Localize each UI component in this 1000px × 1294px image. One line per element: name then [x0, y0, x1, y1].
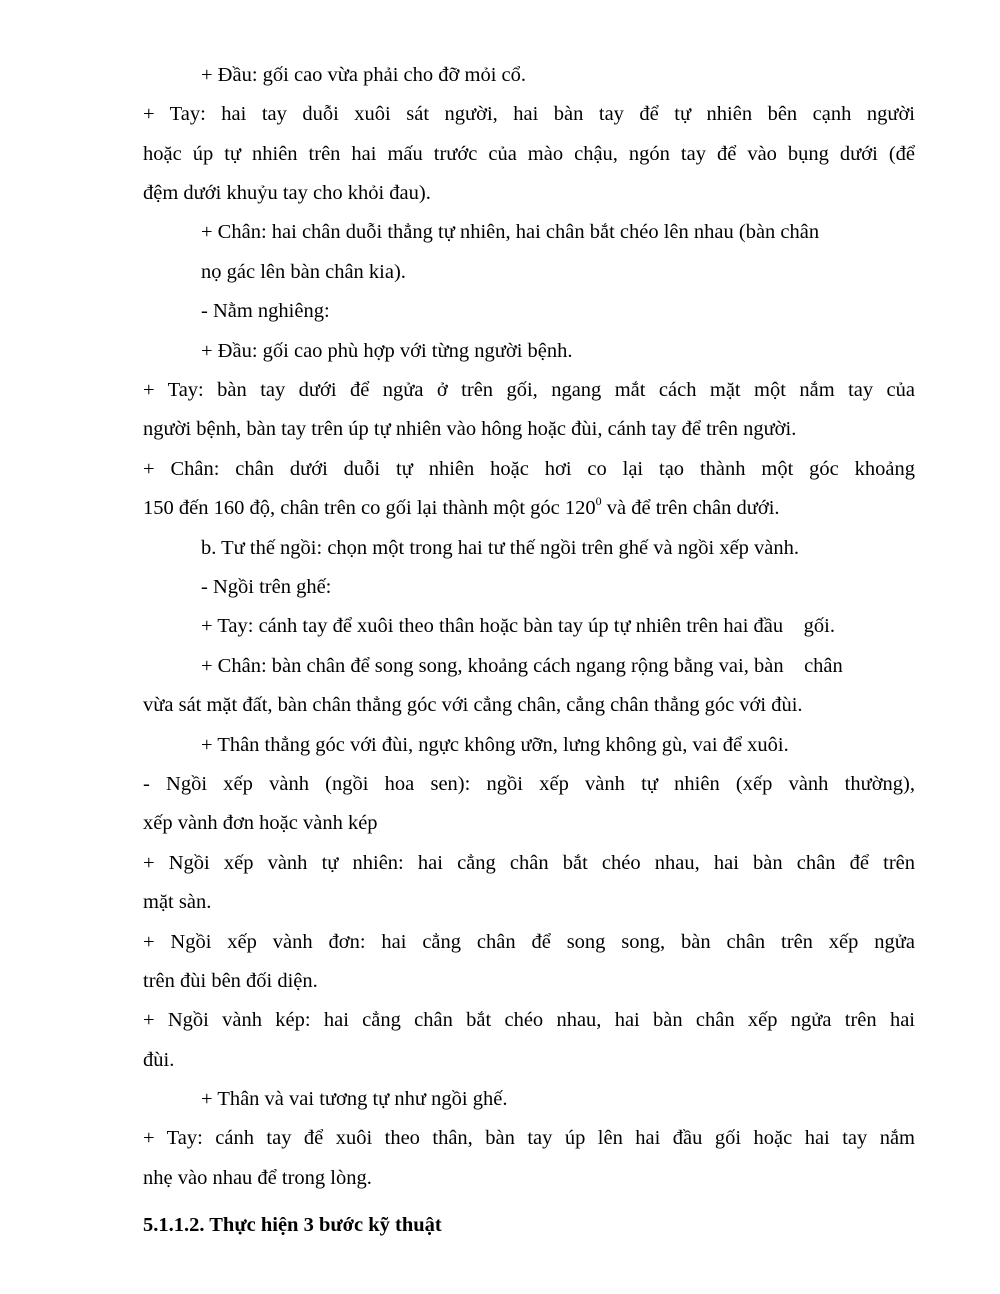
text-line: vừa sát mặt đất, bàn chân thẳng góc với cẳng chân, cẳng chân thẳng góc với đùi. — [143, 694, 803, 716]
text-line: + Tay: bàn tay dưới để ngửa ở trên gối, ngang mắt cách mặt một nắm tay của — [143, 379, 915, 401]
text-line: b. Tư thế ngồi: chọn một trong hai tư thế ngồi trên ghế và ngồi xếp vành. — [201, 537, 800, 559]
text-line: + Tay: cánh tay để xuôi theo thân, bàn tay úp lên hai đầu gối hoặc hai tay nắm — [143, 1127, 915, 1149]
superscript-degree: 0 — [595, 494, 602, 508]
text-span: 150 đến 160 độ, chân trên co gối lại thành một góc 120 — [143, 497, 596, 519]
text-line: người bệnh, bàn tay trên úp tự nhiên vào hông hoặc đùi, cánh tay để trên người. — [143, 418, 797, 440]
text-line — [143, 496, 780, 520]
text-line: + Ngồi vành kép: hai cẳng chân bắt chéo nhau, hai bàn chân xếp ngửa trên hai — [143, 1009, 915, 1031]
text-line: + Tay: hai tay duỗi xuôi sát người, hai bàn tay để tự nhiên bên cạnh người — [143, 103, 915, 125]
text-line: mặt sàn. — [143, 891, 212, 913]
text-line: + Tay: cánh tay để xuôi theo thân hoặc bàn tay úp tự nhiên trên hai đầu gối. — [201, 615, 835, 637]
text-line: nọ gác lên bàn chân kia). — [201, 261, 406, 283]
text-line: + Đầu: gối cao vừa phải cho đỡ mỏi cổ. — [201, 64, 526, 86]
text-line: + Ngồi xếp vành đơn: hai cẳng chân để song song, bàn chân trên xếp ngửa — [143, 931, 915, 953]
text-line: - Ngồi xếp vành (ngồi hoa sen): ngồi xếp vành tự nhiên (xếp vành thường), — [143, 773, 915, 795]
text-span: và để trên chân dưới. — [601, 497, 780, 519]
text-line: - Nằm nghiêng: — [201, 300, 330, 322]
text-line: + Thân và vai tương tự như ngồi ghế. — [201, 1088, 508, 1110]
text-line: + Ngồi xếp vành tự nhiên: hai cẳng chân bắt chéo nhau, hai bàn chân để trên — [143, 852, 915, 874]
text-line: nhẹ vào nhau để trong lòng. — [143, 1167, 372, 1189]
text-line: + Thân thẳng góc với đùi, ngực không ưỡn, lưng không gù, vai để xuôi. — [201, 734, 789, 756]
section-heading: 5.1.1.2. Thực hiện 3 bước kỹ thuật — [143, 1214, 442, 1236]
text-line: - Ngồi trên ghế: — [201, 576, 332, 598]
text-line: trên đùi bên đối diện. — [143, 970, 318, 992]
text-line: + Đầu: gối cao phù hợp với từng người bệnh. — [201, 340, 573, 362]
text-line: + Chân: bàn chân để song song, khoảng cách ngang rộng bằng vai, bàn chân — [201, 655, 843, 677]
text-line: đùi. — [143, 1049, 175, 1071]
text-line: + Chân: hai chân duỗi thẳng tự nhiên, hai chân bắt chéo lên nhau (bàn chân — [201, 221, 820, 243]
text-line: xếp vành đơn hoặc vành kép — [143, 812, 378, 834]
text-line: + Chân: chân dưới duỗi tự nhiên hoặc hơi co lại tạo thành một góc khoảng — [143, 458, 915, 480]
text-line: hoặc úp tự nhiên trên hai mấu trước của mào chậu, ngón tay để vào bụng dưới (để — [143, 143, 915, 165]
text-line: đệm dưới khuỷu tay cho khỏi đau). — [143, 182, 431, 204]
